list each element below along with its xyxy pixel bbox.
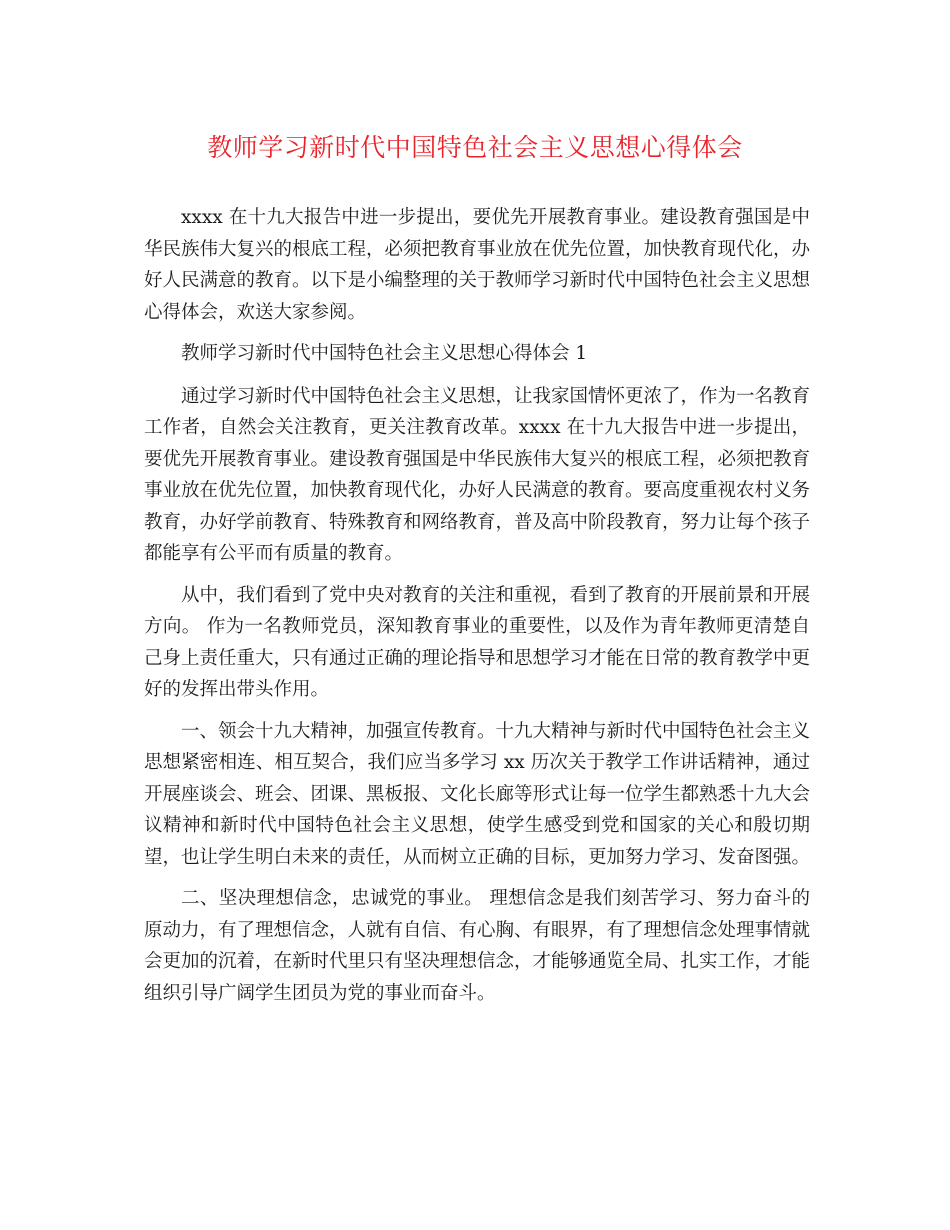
body-paragraph: 从中，我们看到了党中央对教育的关注和重视，看到了教育的开展前景和开展方向。 作为一名教师党员，深知教育事业的重要性，以及作为青年教师更清楚自己身上责任重大，只有通过正确的理论指导和思想学习才能在日常的教育教学中更好的发挥出带头作用。	[144, 584, 811, 700]
section-heading: 教师学习新时代中国特色社会主义思想心得体会 1	[181, 343, 588, 364]
document-title: 教师学习新时代中国特色社会主义思想心得体会	[207, 133, 743, 162]
document-body	[144, 202, 810, 1019]
body-paragraph: 一、领会十九大精神，加强宣传教育。十九大精神与新时代中国特色社会主义思想紧密相连、相互契合，我们应当多学习 xx 历次关于教学工作讲话精神，通过开展座谈会、班会、团课、黑板报、文化长廊等形式让每一位学生都熟悉十九大会议精神和新时代中国特色社会主义思想，使学生感受到党和国家的关心和殷切期望，也让学生明白未来的责任，从而树立正确的目标，更加努力学习、发奋图强。	[144, 720, 811, 868]
intro-paragraph: xxxx 在十九大报告中进一步提出，要优先开展教育事业。建设教育强国是中华民族伟大复兴的根底工程，必须把教育事业放在优先位置，加快教育现代化，办好人民满意的教育。以下是小编整理的关于教师学习新时代中国特色社会主义思想心得体会，欢送大家参阅。	[144, 207, 811, 323]
body-paragraph: 二、坚决理想信念，忠诚党的事业。 理想信念是我们刻苦学习、努力奋斗的原动力，有了理想信念，人就有自信、有心胸、有眼界，有了理想信念处理事情就会更加的沉着，在新时代里只有坚决理想信念，才能够通览全局、扎实工作，才能组织引导广阔学生团员为党的事业而奋斗。	[144, 888, 811, 1004]
body-paragraph: 通过学习新时代中国特色社会主义思想，让我家国情怀更浓了，作为一名教育工作者，自然会关注教育，更关注教育改革。xxxx 在十九大报告中进一步提出，要优先开展教育事业。建设教育强国是中华民族伟大复兴的根底工程，必须把教育事业放在优先位置，加快教育现代化，办好人民满意的教育。要高度重视农村义务教育，办好学前教育、特殊教育和网络教育，普及高中阶段教育，努力让每个孩子都能享有公平而有质量的教育。	[144, 385, 811, 564]
